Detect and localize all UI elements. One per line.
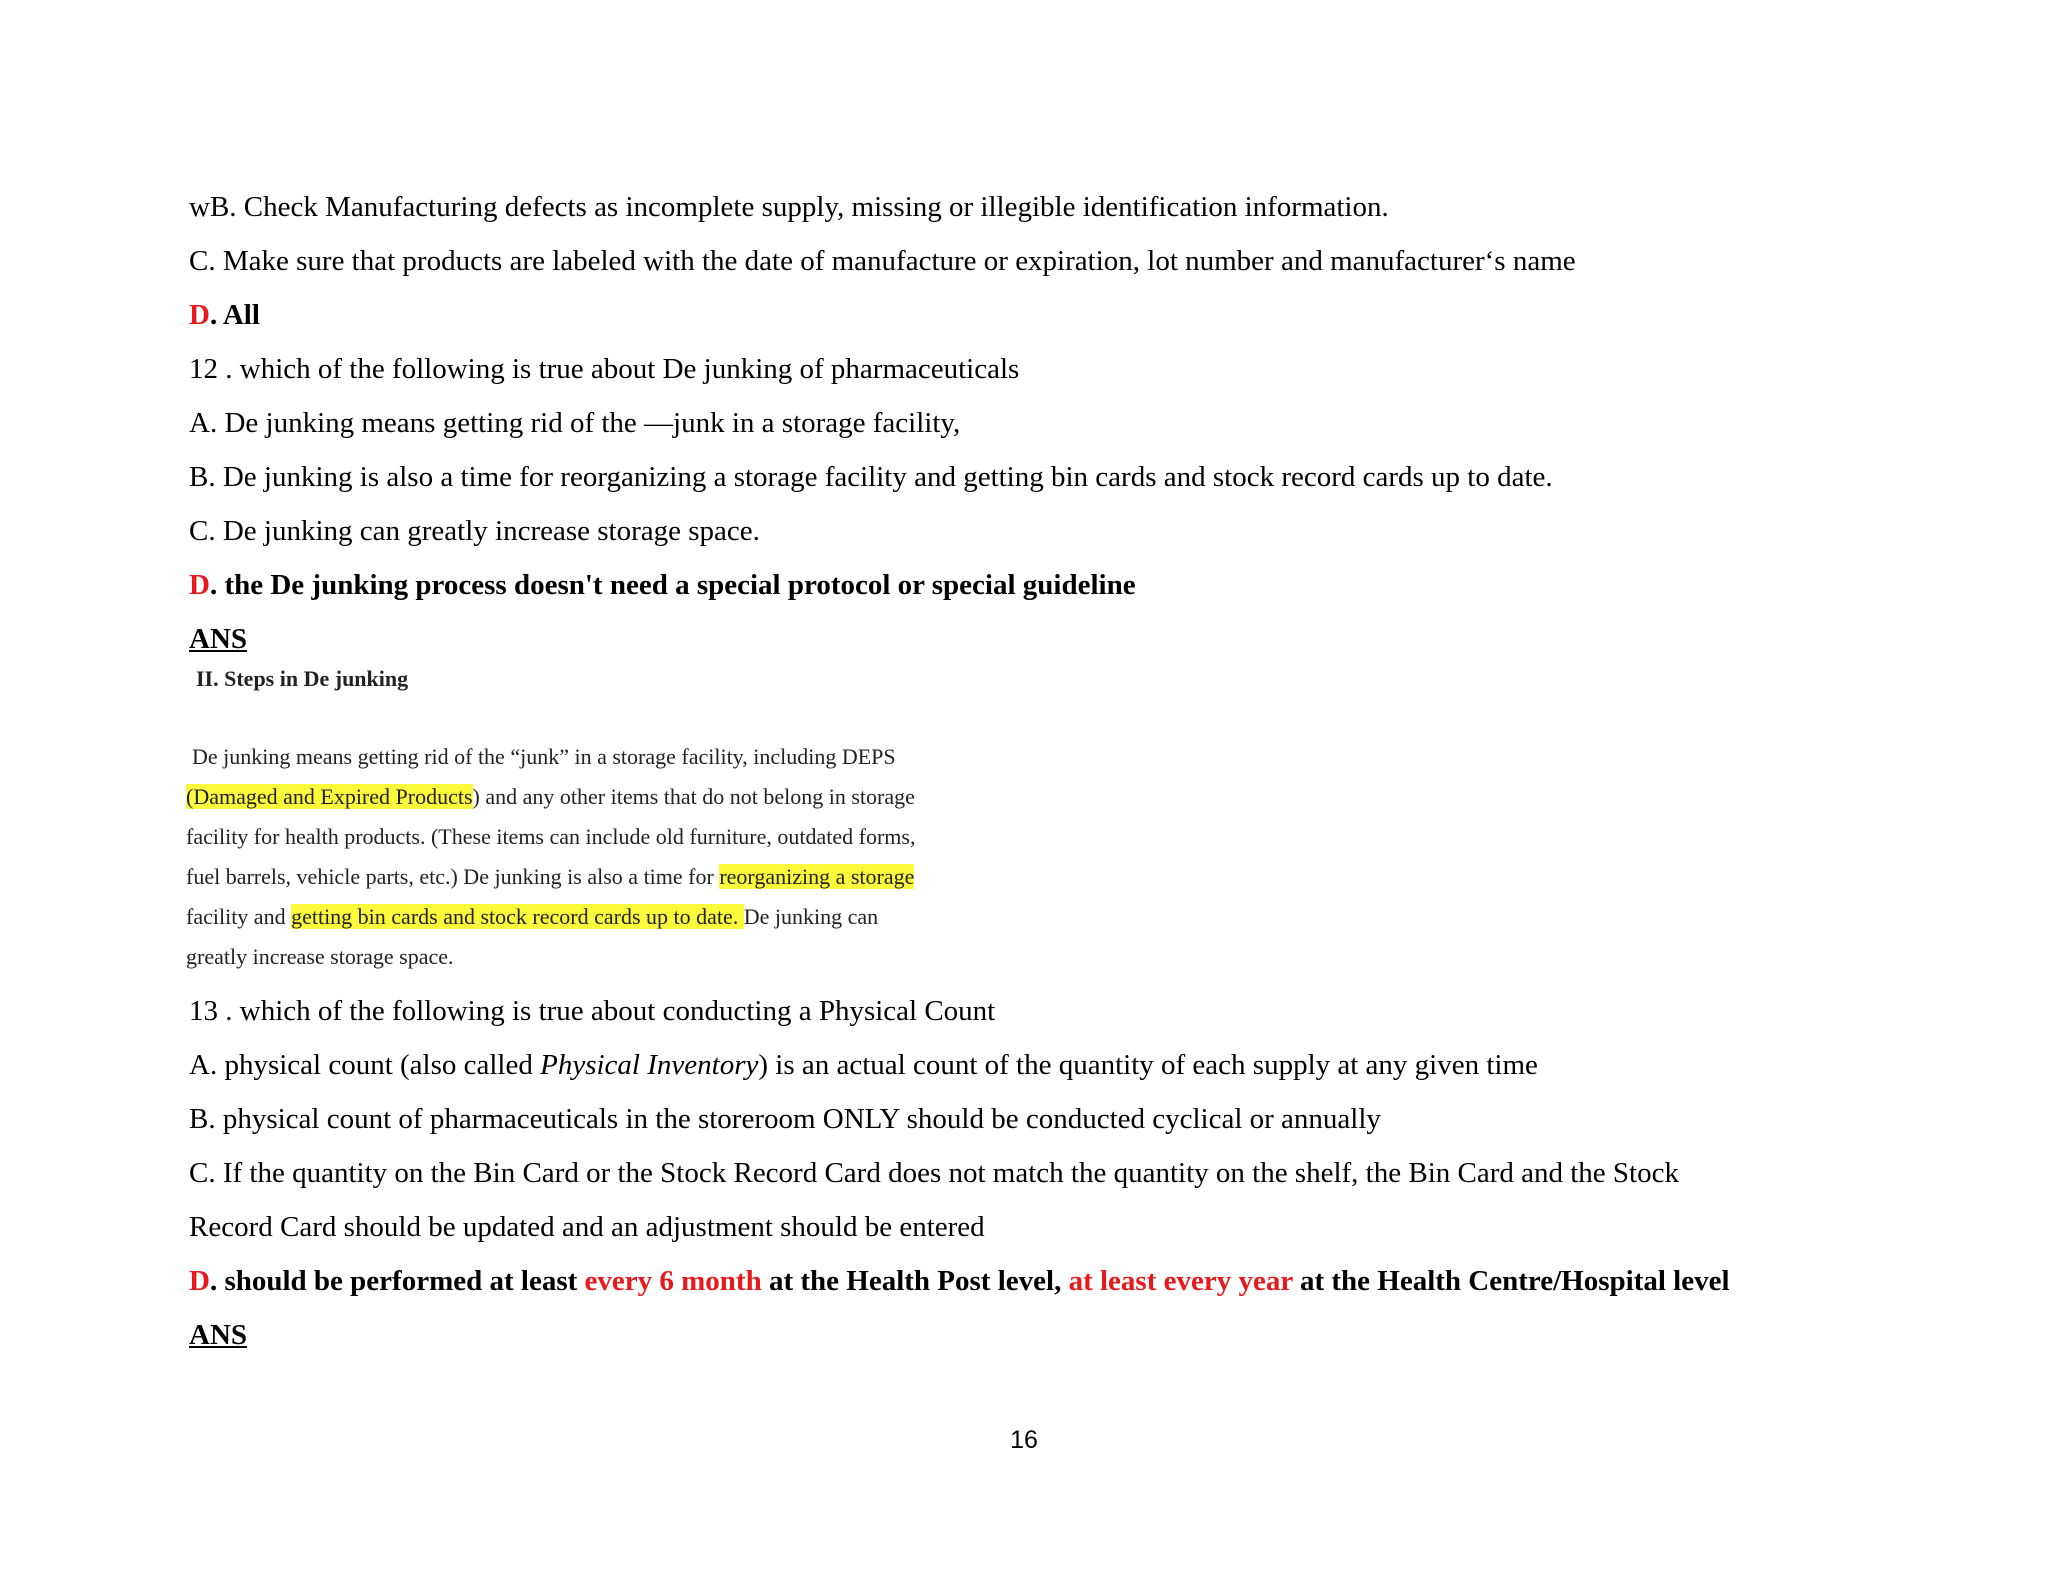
q11-option-c: C. Make sure that products are labeled with the date of manufacture or expiration, lot number and manufacturer‘s name	[189, 245, 1576, 277]
q12-answer-letter: D	[189, 569, 210, 601]
q13-option-d-part-2: at the Health Post level,	[761, 1265, 1069, 1297]
excerpt-highlight-bin-cards: getting bin cards and stock record cards up to date.	[291, 904, 744, 929]
q13-highlight-health-post: every 6 month	[584, 1265, 762, 1297]
q11-answer-letter: D	[189, 299, 210, 331]
q13-option-b: B. physical count of pharmaceuticals in the storeroom ONLY should be conducted cyclical or annually	[189, 1103, 1381, 1135]
excerpt-line-3: facility for health products. (These items can include old furniture, outdated forms,	[186, 824, 916, 849]
excerpt-highlight-deps: (Damaged and Expired Products	[186, 784, 473, 809]
excerpt-line-4-pre: fuel barrels, vehicle parts, etc.) De junking is also a time for	[186, 864, 720, 889]
q13-ans-label: ANS	[189, 1319, 248, 1351]
q13-question: 13 . which of the following is true about conducting a Physical Count	[189, 995, 996, 1027]
excerpt-line-1: De junking means getting rid of the “junk” in a storage facility, including DEPS	[192, 744, 896, 769]
q11-option-d-text: . All	[209, 299, 260, 331]
excerpt-line-5-rest: De junking can	[743, 904, 879, 929]
q12-ans-label: ANS	[189, 623, 248, 655]
excerpt-line-2-rest: ) and any other items that do not belong in storage	[472, 784, 915, 809]
q13-option-a-italic: Physical Inventory	[540, 1049, 759, 1081]
q12-option-d-text: . the De junking process doesn't need a special protocol or special guideline	[209, 569, 1136, 601]
q13-option-c-line-2: Record Card should be updated and an adjustment should be entered	[189, 1211, 985, 1243]
q13-highlight-health-centre: at least every year	[1068, 1265, 1293, 1297]
q12-option-a: A. De junking means getting rid of the ―junk in a storage facility,	[189, 407, 961, 439]
q12-option-d	[189, 567, 1136, 603]
excerpt-line-6: greatly increase storage space.	[186, 944, 454, 969]
q11-option-b: wB. Check Manufacturing defects as incomplete supply, missing or illegible identification information.	[189, 191, 1389, 223]
q12-option-b: B. De junking is also a time for reorganizing a storage facility and getting bin cards and stock record cards up to date.	[189, 461, 1553, 493]
q13-option-a-post: ) is an actual count of the quantity of each supply at any given time	[758, 1049, 1538, 1081]
q13-option-c-line-1: C. If the quantity on the Bin Card or the Stock Record Card does not match the quantity on the shelf, the Bin Card and the Stock	[189, 1157, 1679, 1189]
excerpt-line-2	[186, 782, 915, 812]
q13-option-d	[189, 1263, 1730, 1299]
excerpt-highlight-reorganizing: reorganizing a storage	[719, 864, 915, 889]
excerpt-heading: II. Steps in De junking	[196, 666, 409, 691]
dejunking-excerpt-image	[186, 664, 1036, 980]
q13-answer-letter: D	[189, 1265, 210, 1297]
q13-option-a	[189, 1047, 1538, 1083]
page-number: 16	[1010, 1426, 1038, 1454]
excerpt-line-5-pre: facility and	[186, 904, 292, 929]
q13-option-d-part-3: at the Health Centre/Hospital level	[1292, 1265, 1730, 1297]
q11-option-d	[189, 297, 260, 333]
q13-option-a-pre: A. physical count (also called	[189, 1049, 541, 1081]
q13-option-d-part-1: . should be performed at least	[209, 1265, 585, 1297]
excerpt-line-5	[186, 902, 878, 932]
excerpt-line-4	[186, 862, 914, 892]
q12-option-c: C. De junking can greatly increase storage space.	[189, 515, 760, 547]
q12-question: 12 . which of the following is true about De junking of pharmaceuticals	[189, 353, 1020, 385]
